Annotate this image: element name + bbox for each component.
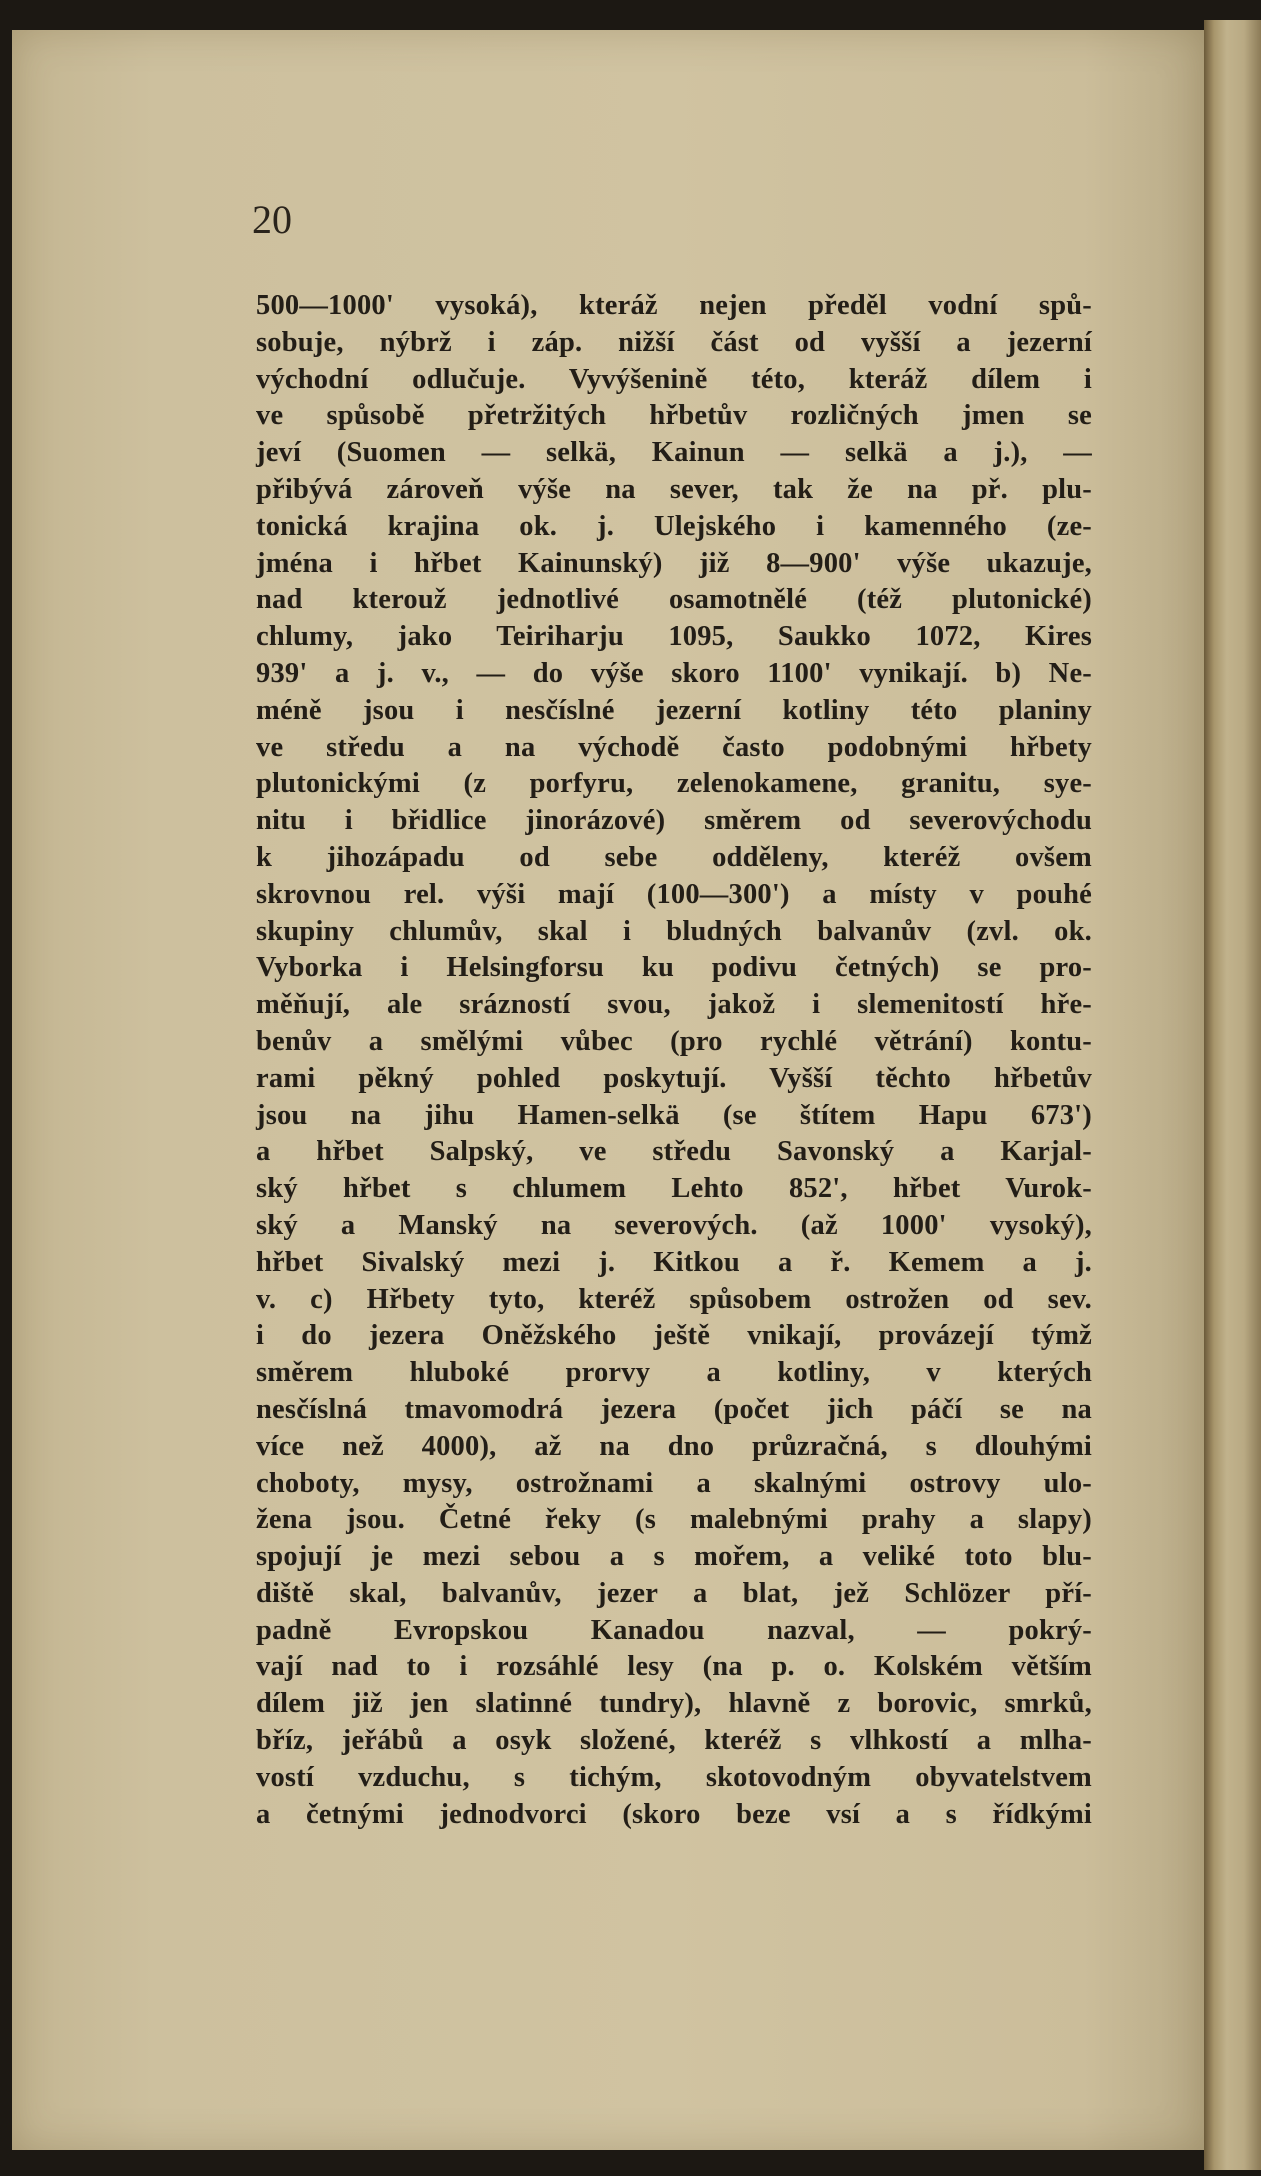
text-line: benův a smělými vůbec (pro rychlé větrání) kontu- <box>256 1025 1092 1057</box>
text-line: skrovnou rel. výši mají (100—300') a místy v pouhé <box>256 878 1092 910</box>
text-line: více než 4000), až na dno průzračná, s dlouhými <box>256 1430 1092 1462</box>
text-line: diště skal, balvanův, jezer a blat, jež Schlözer pří- <box>256 1577 1092 1609</box>
text-line: jména i hřbet Kainunský) již 8—900' výše ukazuje, <box>256 547 1092 579</box>
page-number: 20 <box>252 197 292 242</box>
text-line: přibývá zároveň výše na sever, tak že na př. plu- <box>256 473 1092 505</box>
text-line: jsou na jihu Hamen-selkä (se štítem Hapu 673') <box>256 1099 1092 1131</box>
text-line: 939' a j. v., — do výše skoro 1100' vynikají. b) Ne- <box>256 657 1092 689</box>
text-line: ve spůsobě přetržitých hřbetův rozličných jmen se <box>256 400 1092 432</box>
text-line: plutonickými (z porfyru, zelenokamene, granitu, sye- <box>256 768 1092 800</box>
text-line: 500—1000' vysoká), kteráž nejen předěl vodní spů- <box>256 290 1092 321</box>
text-line: tonická krajina ok. j. Ulejského i kamenného (ze- <box>256 510 1092 542</box>
text-line: sobuje, nýbrž i záp. nižší část od vyšší a jezerní <box>256 326 1092 358</box>
text-line: a četnými jednodvorci (skoro beze vsí a s řídkými <box>256 1798 1092 1830</box>
text-line: méně jsou i nesčíslné jezerní kotliny této planiny <box>256 694 1092 726</box>
text-line: ve středu a na východě často podobnými hřbety <box>256 731 1092 763</box>
body-text <box>256 288 1092 1833</box>
text-line: nitu i břidlice jinorázové) směrem od severovýchodu <box>256 805 1092 837</box>
text-line: hřbet Sivalský mezi j. Kitkou a ř. Kemem a j. <box>256 1246 1092 1278</box>
text-line: nesčíslná tmavomodrá jezera (počet jich páčí se na <box>256 1393 1092 1425</box>
text-line: chlumy, jako Teiriharju 1095, Saukko 1072, Kires <box>256 621 1092 653</box>
text-line: spojují je mezi sebou a s mořem, a veliké toto blu- <box>256 1541 1092 1573</box>
text-line: bříz, jeřábů a osyk složené, kteréž s vlhkostí a mlha- <box>256 1725 1092 1757</box>
text-line: vostí vzduchu, s tichým, skotovodným obyvatelstvem <box>256 1761 1092 1793</box>
text-line: a hřbet Salpský, ve středu Savonský a Karjal- <box>256 1136 1092 1168</box>
text-line: ský hřbet s chlumem Lehto 852', hřbet Vurok- <box>256 1173 1092 1205</box>
text-line: východní odlučuje. Vyvýšenině této, kteráž dílem i <box>256 363 1092 395</box>
text-line: dílem již jen slatinné tundry), hlavně z borovic, smrků, <box>256 1688 1092 1720</box>
text-line: směrem hluboké prorvy a kotliny, v kterých <box>256 1357 1092 1389</box>
text-line: choboty, mysy, ostrožnami a skalnými ostrovy ulo- <box>256 1467 1092 1499</box>
text-line: nad kterouž jednotlivé osamotnělé (též plutonické) <box>256 584 1092 616</box>
text-line: padně Evropskou Kanadou nazval, — pokrý- <box>256 1614 1092 1646</box>
text-line: žena jsou. Četné řeky (s malebnými prahy a slapy) <box>256 1504 1092 1536</box>
text-line: v. c) Hřbety tyto, kteréž spůsobem ostrožen od sev. <box>256 1283 1092 1315</box>
text-line: Vyborka i Helsingforsu ku podivu četných) se pro- <box>256 952 1092 984</box>
text-line: rami pěkný pohled poskytují. Vyšší těchto hřbetův <box>256 1062 1092 1094</box>
text-line: k jihozápadu od sebe odděleny, kteréž ovšem <box>256 841 1092 873</box>
adjacent-page-edge <box>1204 20 1261 2170</box>
text-line: měňují, ale srázností svou, jakož i slemenitostí hře- <box>256 989 1092 1021</box>
text-line: ský a Manský na severových. (až 1000' vysoký), <box>256 1209 1092 1241</box>
text-line: skupiny chlumův, skal i bludných balvanův (zvl. ok. <box>256 915 1092 947</box>
text-line: i do jezera Oněžského ještě vnikají, provázejí týmž <box>256 1320 1092 1352</box>
text-line: jeví (Suomen — selkä, Kainun — selkä a j.), — <box>256 437 1092 469</box>
text-line: vají nad to i rozsáhlé lesy (na p. o. Kolském větším <box>256 1651 1092 1683</box>
